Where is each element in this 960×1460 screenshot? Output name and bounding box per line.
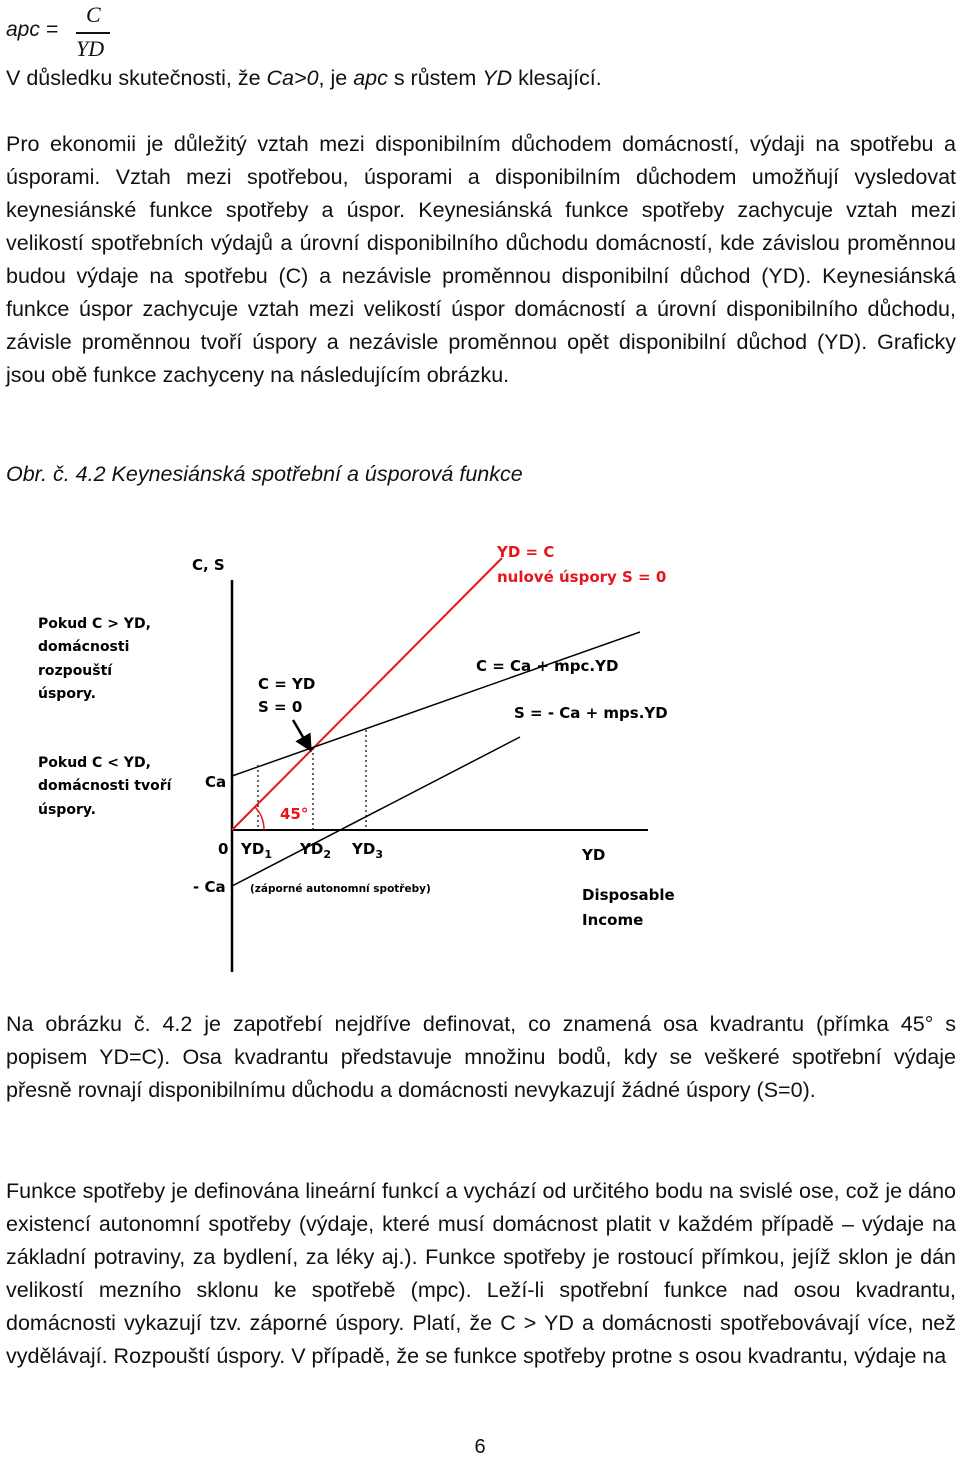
saving-label: S = - Ca + mps.YD <box>514 704 668 722</box>
text-segment: klesající. <box>512 66 602 90</box>
text-segment: V důsledku skutečnosti, že <box>6 66 267 90</box>
formula-lhs: apc = <box>6 18 58 41</box>
note-top-line: rozpouští <box>38 663 113 679</box>
y-axis-label: C, S <box>192 556 225 574</box>
note-bottom-line: úspory. <box>38 802 97 818</box>
ca-label: Ca <box>205 773 227 791</box>
keynesian-figure <box>0 530 960 980</box>
yd1-text: YD <box>241 840 265 858</box>
origin-label: 0 <box>218 840 229 858</box>
x-axis-caption-1: Disposable <box>582 886 675 904</box>
x-axis-label: YD <box>582 846 606 864</box>
yd3-text: YD <box>352 840 376 858</box>
x-axis-caption-2: Income <box>582 911 644 929</box>
note-top-line: domácnosti <box>38 639 130 655</box>
intersection-arrow <box>293 720 310 749</box>
yd1-label <box>240 840 272 861</box>
page-number: 6 <box>474 1436 486 1458</box>
fraction-bar <box>76 32 110 34</box>
text-segment: Ca>0 <box>266 66 319 90</box>
yd2-sub: 2 <box>323 848 331 861</box>
figure-caption: Obr. č. 4.2 Keynesiánská spotřební a úsporová funkce <box>6 462 523 486</box>
formula-numerator: C <box>86 2 101 27</box>
paragraph-intro: Pro ekonomii je důležitý vztah mezi disponibilním důchodem domácností, výdaji na spotřebu a úsporami. Vztah mezi spotřebou, úsporami a disponibilním důchodem umožňují vysledovat keynesiánské funkce spotřeby a úspor. Keynesiánská funkce spotřeby zachycuje vztah mezi velikostí spotřebních výdajů a úrovní disponibilního důchodu domácností, kde závislou proměnnou budou výdaje na spotřebu (C) a nezávisle proměnnou disponibilní důchod (YD). Keynesiánská funkce úspor zachycuje vztah mezi velikostí úspor domácností a úrovní disponibilního důchodu, závisle proměnnou tvoří úspory a nezávisle proměnnou opět disponibilní důchod (YD). Graficky jsou obě funkce zachyceny na následujícím obrázku. <box>6 132 956 387</box>
break-even-s: S = 0 <box>258 698 303 716</box>
note-bottom-line: domácnosti tvoří <box>38 778 172 794</box>
formula-denominator: YD <box>76 36 105 61</box>
saving-line <box>232 737 520 886</box>
line-45 <box>232 558 502 830</box>
yd1-sub: 1 <box>264 848 272 861</box>
break-even-c: C = YD <box>258 675 316 693</box>
note-bottom-line: Pokud C < YD, <box>38 755 151 771</box>
text-segment: YD <box>482 66 513 90</box>
paragraph-consumption-function: Funkce spotřeby je definována lineární funkcí a vychází od určitého bodu na svislé ose, což je dáno existencí autonomní spotřeby (výdaje, které musí domácnost platit v každém případě – výdaje na základní potraviny, za bydlení, za léky aj.). Funkce spotřeby je rostoucí přímkou, jejíž sklon je dán velikostí mezního sklonu ke spotřebě (mpc). Leží-li spotřební funkce nad osou kvadrantu, domácnosti vykazují tzv. záporné úspory. Platí, že C > YD a domácnosti spotřebovávají více, než vydělávají. Rozpouští úspory. V případě, že se funkce spotřeby protne s osou kvadrantu, výdaje na <box>6 1179 956 1368</box>
text-segment: s růstem <box>387 66 483 90</box>
apc-statement <box>6 66 602 91</box>
angle-label: 45° <box>280 805 309 823</box>
angle-arc <box>255 807 264 830</box>
minus-ca-label: - Ca <box>193 878 226 896</box>
yd3-sub: 3 <box>375 848 383 861</box>
apc-formula <box>6 2 126 60</box>
note-top-line: Pokud C > YD, <box>38 616 151 632</box>
note-top-line: úspory. <box>38 686 97 702</box>
autonomous-note: (záporné autonomní spotřeby) <box>250 883 431 895</box>
yd3-label <box>351 840 383 861</box>
yd2-text: YD <box>300 840 324 858</box>
yd2-label <box>299 840 331 861</box>
text-segment: apc <box>353 66 388 90</box>
text-segment: , je <box>318 66 354 90</box>
zero-savings-label: nulové úspory S = 0 <box>497 568 667 586</box>
consumption-label: C = Ca + mpc.YD <box>476 657 619 675</box>
line-45-label: YD = C <box>497 543 555 561</box>
paragraph-45-line: Na obrázku č. 4.2 je zapotřebí nejdříve definovat, co znamená osa kvadrantu (přímka 45° s popisem YD=C). Osa kvadrantu představuje množinu bodů, kdy se veškeré spotřební výdaje přesně rovnají disponibilnímu důchodu a domácnosti nevykazují žádné úspory (S=0). <box>6 1012 956 1102</box>
